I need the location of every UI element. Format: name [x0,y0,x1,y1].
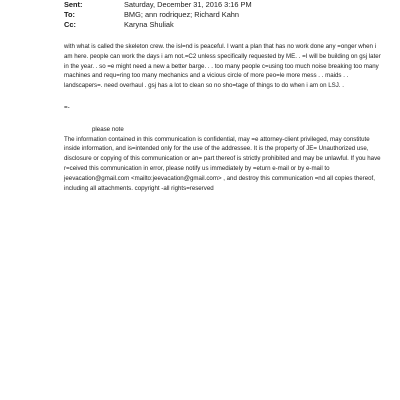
message-line: with what is called the skeleton crew. the isl=nd is peaceful. I want a plan that has no work done any =onger when i [64,43,376,50]
message-line: in the year. . so =e might need a new a better barge. . . too many people c=using too much noise breaking too many [64,62,379,70]
disclaimer-paragraph [64,135,400,194]
cc-row [64,20,394,30]
sent-row [64,0,394,10]
disclaimer-line: The information contained in this communication is confidential, may =e attorney-client privileged, may constitute [64,135,370,143]
message-line: am here. people can work the days i am not.=C2 unless specifically requested by ME. . =I will be building on gsj later [64,52,381,60]
disclaimer-line: r=ceived this communication in error, please notify us immediately by =eturn e-mail or by e-mail to [64,164,330,172]
cc-label: Cc: [64,20,76,29]
message-line: machines and requ=ring too many mechanics and a vicious circle of more peo=le more mess . . maids . . [64,72,349,80]
message-paragraph [64,42,400,91]
sent-label: Sent: [64,0,83,9]
message-line: landscapers=. need overhaul . gsj has a lot to clean so no sho=tage of things to do when i am on LSJ. . [64,82,344,90]
separator-marker: =- [64,103,70,111]
to-row [64,10,394,20]
email-body [64,42,400,193]
disclaimer-line: inside information, and is=intended only for the use of the addressee. It is the property of JE= Unauthorized use, [64,145,369,153]
note-title: please note [92,125,124,133]
cc-value: Karyna Shuliak [124,20,174,29]
disclaimer-line: including all attachments. copyright -all rights=reserved [64,184,214,192]
to-value: BMG; ann rodriquez; Richard Kahn [124,10,240,19]
disclaimer-line: disclosure or copying of this communication or an= part thereof is strictly prohibited and may be unlawful. If you have [64,155,381,163]
email-header [64,0,394,30]
to-label: To: [64,10,75,19]
sent-value: Saturday, December 31, 2016 3:16 PM [124,0,252,9]
disclaimer-line: jeevacation@gmail.com <mailto:jeevacation@gmail.com> , and destroy this communication =nd all copies thereof, [64,174,375,182]
